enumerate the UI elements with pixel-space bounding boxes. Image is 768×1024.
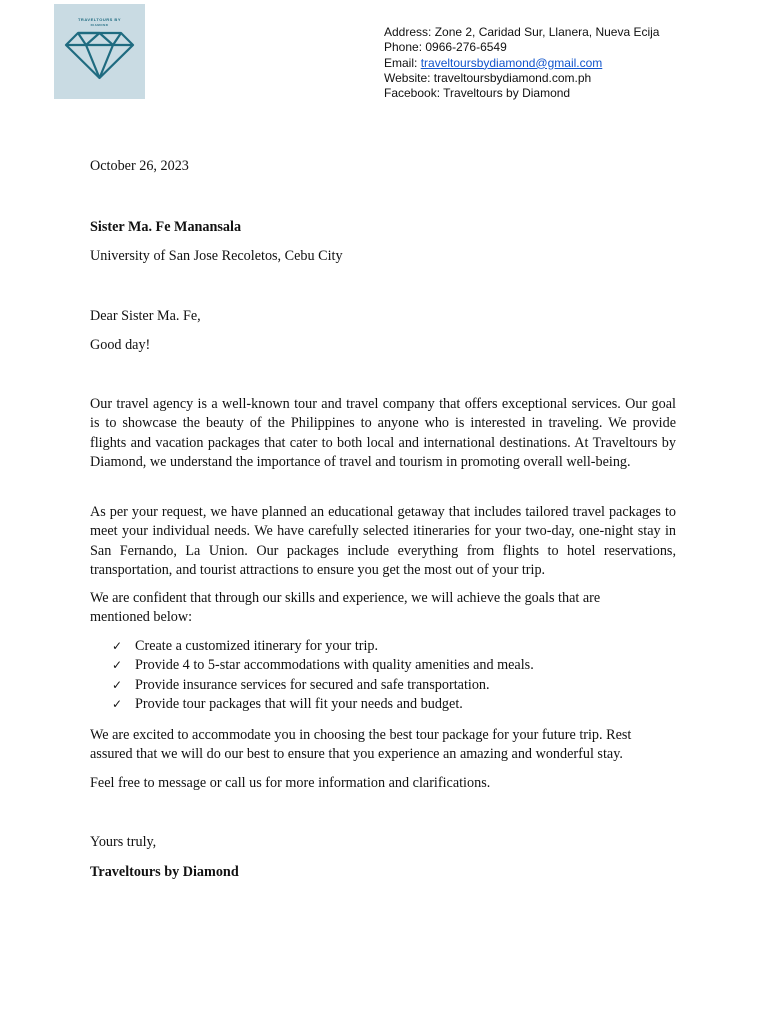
list-item: ✓ Provide tour packages that will fit your needs and budget. [112,695,534,714]
signature: Traveltours by Diamond [90,864,239,880]
letter-date: October 26, 2023 [90,158,189,174]
checkmark-icon: ✓ [112,677,123,692]
contact-website: Website: traveltoursbydiamond.com.ph [384,70,592,85]
goals-list [112,637,534,714]
list-item: ✓ Provide 4 to 5-star accommodations with quality amenities and meals. [112,656,534,675]
recipient-organization: University of San Jose Recoletos, Cebu City [90,248,343,264]
greeting: Good day! [90,337,151,353]
logo-text-line1: TRAVELTOURS BY [77,17,121,22]
paragraph-intro: Our travel agency is a well-known tour and travel company that offers exceptional services. Our goal is to showcase the beauty of the Philippines to anyone who is interested in traveling. We provide flights and vacation packages that cater to both local and international destinations. At Traveltours by Diamond, we understand the importance of travel and tourism in promoting overall well-being. [90,396,676,470]
list-item: ✓ Provide insurance services for secured and safe transportation. [112,676,534,695]
contact-address: Address: Zone 2, Caridad Sur, Llanera, Nueva Ecija [384,25,660,39]
contact-email-label: Email: [384,55,421,70]
company-logo [54,4,145,99]
contact-phone: Phone: 0966-276-6549 [384,40,507,55]
recipient-name: Sister Ma. Fe Manansala [90,219,242,235]
paragraph-contact-us: Feel free to message or call us for more information and clarifications. [90,775,491,791]
contact-email-row [384,56,659,71]
contact-facebook: Facebook: Traveltours by Diamond [384,86,571,101]
salutation: Dear Sister Ma. Fe, [90,308,201,324]
checkmark-icon: ✓ [112,696,123,711]
checkmark-icon: ✓ [112,639,123,653]
list-item: ✓ Create a customized itinerary for your trip. [112,637,534,656]
checkmark-icon: ✓ [112,658,123,673]
logo-text-line2: DIAMOND [90,23,109,27]
contact-email-link[interactable]: traveltoursbydiamond@gmail.com [420,55,603,70]
paragraph-request: As per your request, we have planned an educational getaway that includes tailored travel packages to meet your individual needs. We have carefully selected itineraries for your two-day, one-night stay in San Fernando, La Union. Our packages include everything from flights to hotel reservations, transportation, and tourist attractions to ensure you get the most out of your trip. [90,504,676,578]
contact-block [384,25,659,101]
closing: Yours truly, [90,834,157,850]
paragraph-goals-intro: We are confident that through our skills and experience, we will achieve the goals that are mentioned below: [90,590,601,626]
diamond-icon [64,30,135,80]
paragraph-excited: We are excited to accommodate you in choosing the best tour package for your future trip. Rest assured that we will do our best to ensure that you experience an amazing and wonderful stay. [90,727,632,763]
